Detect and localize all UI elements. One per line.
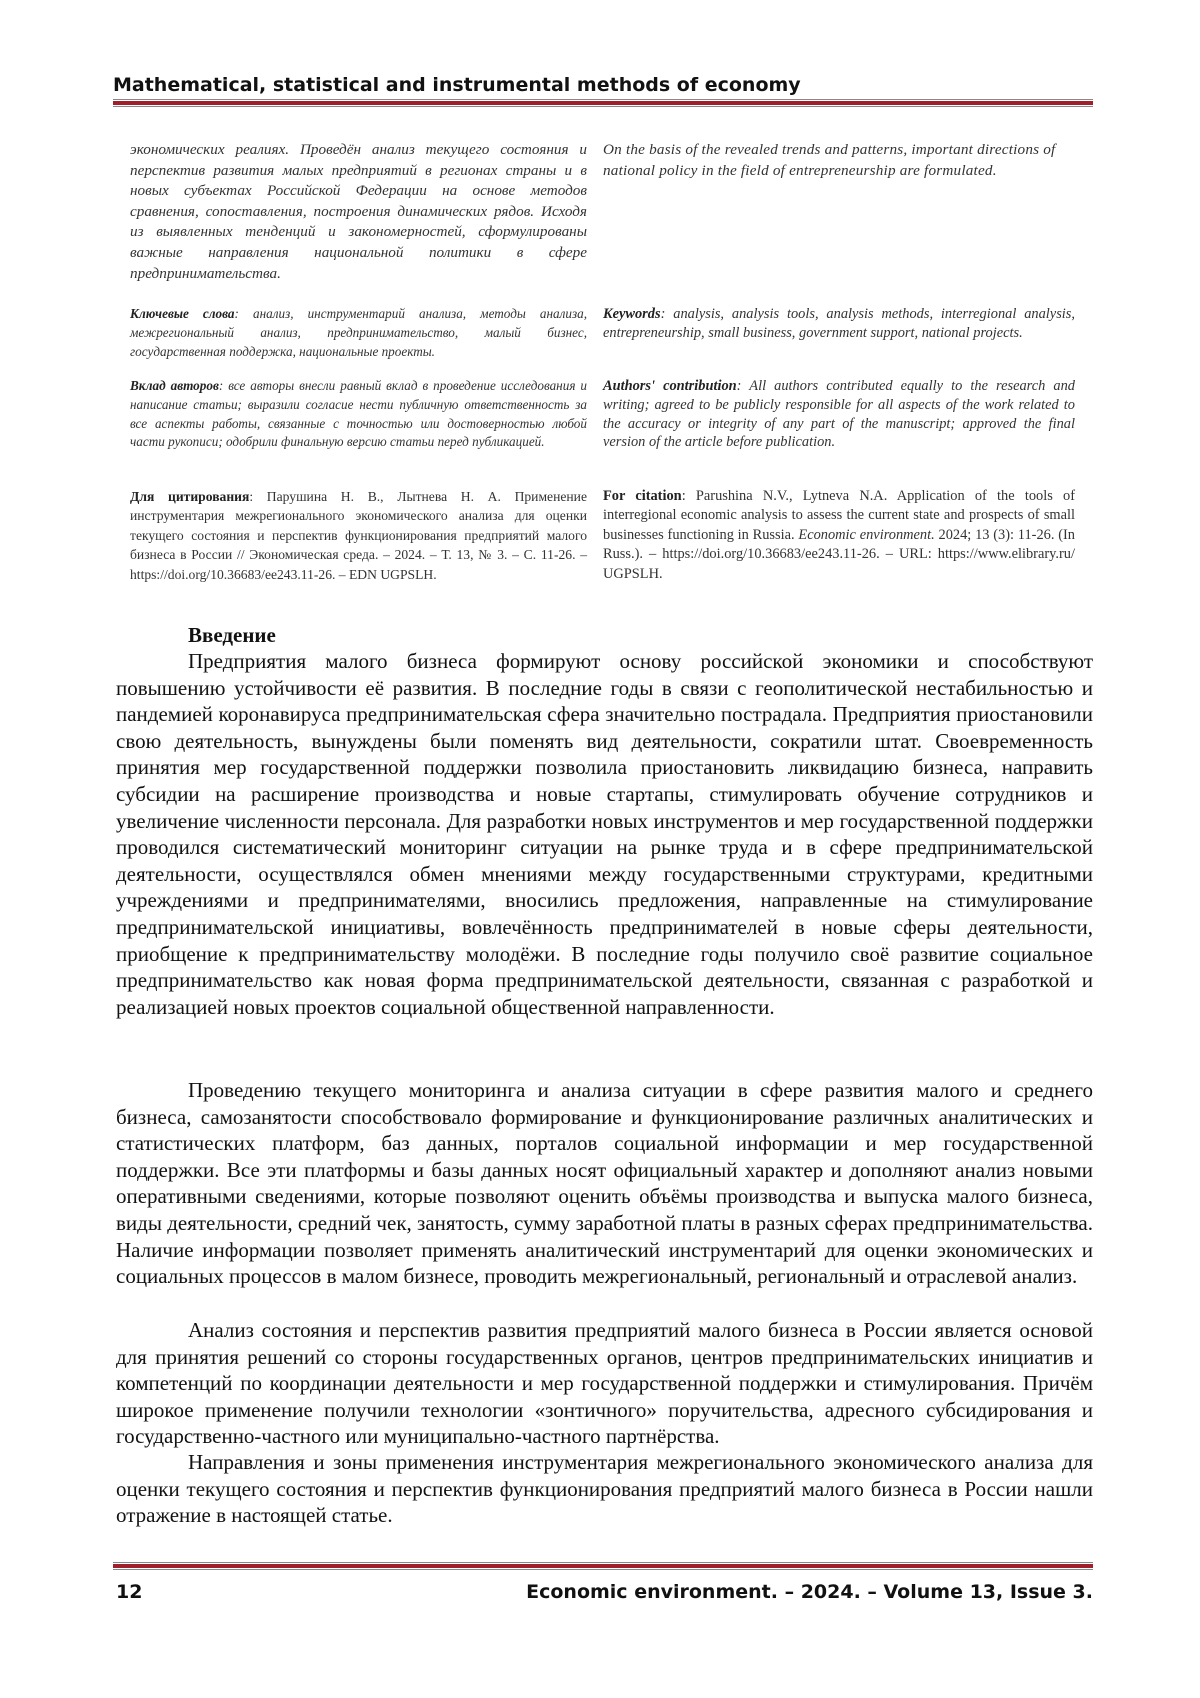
abstract-ru-text xyxy=(130,140,587,284)
keywords-en xyxy=(603,305,1075,343)
footer-rule xyxy=(113,1564,1093,1568)
body-paragraph-1: Предприятия малого бизнеса формируют основу российской экономики и способствуют повышению устойчивости её развития. В последние годы в связи с геополитической нестабильностью и пандемией коронавируса предпринимательская сфера значительно пострадала. Предприятия приостановили свою деятельность, вынуждены были поменять вид деятельности, сократили штат. Своевременность принятия мер государственной поддержки позволила приостановить ликвидацию бизнеса, направить субсидии на расширение производства и новые стартапы, стимулировать обучение сотрудников и увеличение численности персонала. Для разработки новых инструментов и мер государственной поддержки проводился систематический мониторинг ситуации на рынке труда и в сфере предпринимательской деятельности, осуществлялся обмен мнениями между государственными структурами, кредитными учреждениями и предпринимателями, вносились предложения, направленные на стимулирование предпринимательской инициативы, вовлечённость предпринимателей в новые сферы деятельности, приобщение к предпринимательству молодёжи. В последние годы получило своё развитие социальное предпринимательство как новая форма предпринимательской деятельности, связанная с разработкой и реализацией новых проектов социальной общественной направленности. xyxy=(116,649,1093,1019)
footer-rule-thin-bottom xyxy=(113,1569,1093,1570)
keywords-en-label: Keywords xyxy=(603,306,661,322)
citation-en-value-pre: : Parushina N.V., Lytneva N.A. Application of the tools of interregional economic analysis to assess the current state and prospects of small businesses functioning in Russia. xyxy=(603,488,1075,543)
header-rule-thin-bottom xyxy=(113,106,1093,107)
body-paragraph-3: Анализ состояния и перспектив развития предприятий малого бизнеса в России является основой для принятия решений со стороны государственных органов, центров предпринимательских инициатив и компетенций по координации деятельности и мер государственной поддержки и стимулирования. Причём широкое применение получили технологии «зонтичного» поручительства, адресного субсидирования и государственно-частного или муниципально-частного партнёрства. xyxy=(116,1318,1093,1449)
body-paragraph-2: Проведению текущего мониторинга и анализа ситуации в сфере развития малого и среднего бизнеса, самозанятости способствовало формирование и функционирование различных аналитических и статистических платформ, баз данных, порталов социальной информации и мер государственной поддержки. Все эти платформы и базы данных носят официальный характер и дополняют анализ новыми оперативными сведениями, которые позволяют оценить объёмы производства и выпуска малого бизнеса, виды деятельности, средний чек, занятость, сумму заработной платы в разных сферах предпринимательства. Наличие информации позволяет применять аналитический инструментарий для оценки экономических и социальных процессов в малом бизнесе, проводить межрегиональный, региональный и отраслевой анализ. xyxy=(116,1078,1093,1289)
abstract-ru-paragraph: экономических реалиях. Проведён анализ текущего состояния и перспектив развития малых предприятий в регионах страны и в новых субъектах Российской Федерации на основе методов сравнения, сопоставления, построения динамических рядов. Исходя из выявленных тенденций и закономерностей, сформулированы важные направления национальной политики в сфере предпринимательства. xyxy=(130,141,587,282)
footer-journal-info: Economic environment. – 2024. – Volume 13, Issue 3. xyxy=(526,1581,1093,1603)
abstract-en-paragraph: On the basis of the revealed trends and patterns, important directions of national policy in the field of entrepreneurship are formulated. xyxy=(603,141,1056,179)
citation-ru-label: Для цитирования xyxy=(130,489,250,504)
footer-rule-thin xyxy=(113,1562,1093,1563)
citation-en-journal: Economic environment. xyxy=(798,526,935,543)
citation-en-value-post: 2024; 13 (3): 11-26. (In Russ.). – https://doi.org/10.36683/ee243.11-26. – URL: https://www.elibrary.ru/ UGPSLH. xyxy=(603,526,1076,582)
body-paragraph-4: Направления и зоны применения инструментария межрегионального экономического анализа для оценки текущего состояния и перспектив функционирования предприятий малого бизнеса в России нашли отражение в настоящей статье. xyxy=(116,1450,1093,1528)
running-title: Mathematical, statistical and instrumental methods of economy xyxy=(113,74,801,96)
page-number: 12 xyxy=(116,1581,143,1603)
citation-en xyxy=(603,487,1075,584)
contribution-ru xyxy=(130,377,587,452)
citation-ru xyxy=(130,487,587,584)
keywords-ru-value: : анализ, инструментарий анализа, методы анализа, межрегиональный анализ, предпринимательство, малый бизнес, государственная поддержка, национальные проекты. xyxy=(130,306,587,359)
abstract-en-text xyxy=(603,140,1075,181)
keywords-ru xyxy=(130,305,587,361)
section-title: Введение xyxy=(188,623,276,647)
contribution-ru-value: : все авторы внесли равный вклад в проведение исследования и написание статьи; выразили согласие нести публичную ответственность за все аспекты работы, связанные с точностью или достоверностью любой части рукописи; одобрили финальную версию статьи перед публикацией. xyxy=(130,378,587,450)
contribution-en xyxy=(603,377,1075,452)
contribution-ru-label: Вклад авторов xyxy=(130,378,219,393)
contribution-en-value: : All authors contributed equally to the research and writing; agreed to be publicly responsible for all aspects of the work related to the accuracy or integrity of any part of the manuscript; approved the final version of the article before publication. xyxy=(603,378,1076,451)
keywords-ru-label: Ключевые слова xyxy=(130,306,235,321)
contribution-en-label: Authors' contribution xyxy=(603,378,737,394)
header-rule xyxy=(113,101,1093,105)
citation-ru-value: : Парушина Н. В., Лытнева Н. А. Применение инструментария межрегионального экономического анализа для оценки текущего состояния и перспектив функционирования предприятий малого бизнеса в России // Экономическая среда. – 2024. – Т. 13, № 3. – С. 11-26. – https://doi.org/10.36683/ee243.11-26. – EDN UGPSLH. xyxy=(130,489,587,582)
keywords-en-value: : analysis, analysis tools, analysis methods, interregional analysis, entrepreneurship, small business, government support, national projects. xyxy=(603,306,1075,341)
header-rule-thin xyxy=(113,99,1093,100)
citation-en-label: For citation xyxy=(603,488,682,504)
